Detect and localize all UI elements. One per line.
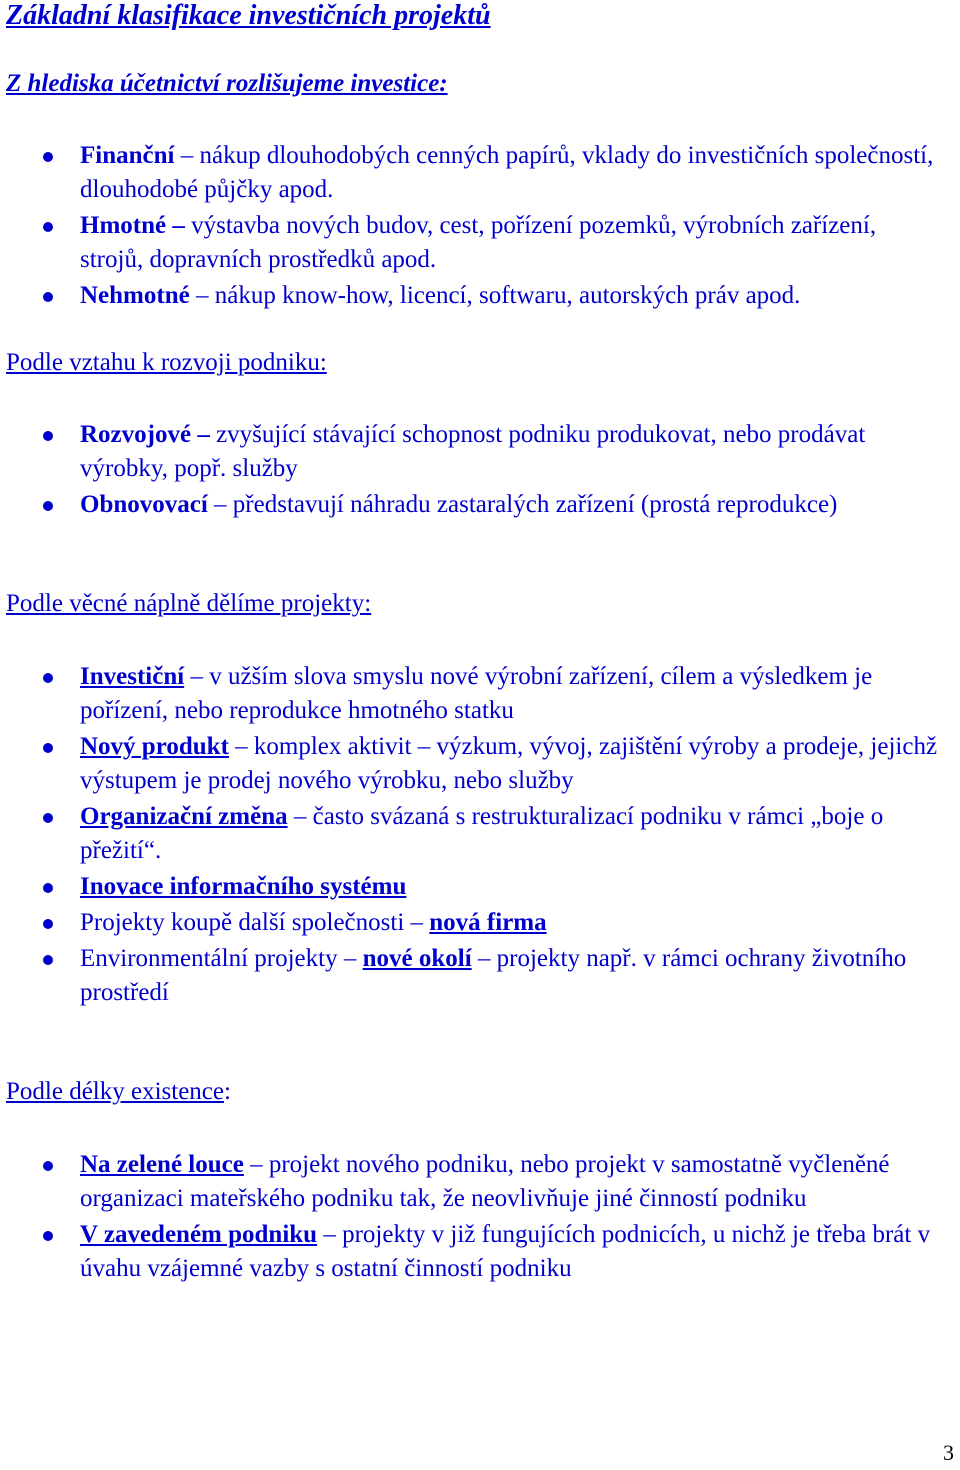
list-existence: [0, 1148, 955, 1288]
bullet-icon: [43, 919, 53, 929]
page-title: Základní klasifikace investičních projektů: [6, 0, 491, 31]
heading-colon: :: [224, 1078, 231, 1105]
item-text: výstavba nových budov, cest, pořízení pozemků, výrobních zařízení, strojů, dopravních prostředků apod.: [80, 212, 877, 273]
bullet-icon: [43, 501, 53, 511]
section-heading-existence: [6, 1078, 231, 1106]
item-text: Environmentální projekty –: [80, 945, 363, 972]
section-heading-development: Podle vztahu k rozvoji podniku:: [6, 349, 327, 376]
item-term: Obnovovací: [80, 491, 208, 518]
item-term: Organizační změna: [80, 803, 288, 830]
item-term: nové okolí: [362, 945, 472, 972]
list-item: [0, 906, 955, 940]
bullet-icon: [43, 673, 53, 683]
item-text: – v užším slova smyslu nové výrobní zařízení, cílem a výsledkem je pořízení, nebo reprodukce hmotného statku: [80, 663, 873, 724]
list-development: [0, 418, 955, 524]
item-text: Projekty koupě další společnosti –: [80, 909, 430, 936]
bullet-icon: [43, 813, 53, 823]
bullet-icon: [43, 1231, 53, 1241]
item-term: Investiční: [80, 663, 185, 690]
item-text: zvyšující stávající schopnost podniku produkovat, nebo prodávat výrobky, popř. služby: [80, 421, 866, 482]
bullet-icon: [43, 152, 53, 162]
section-heading-accounting: Z hlediska účetnictví rozlišujeme investice:: [6, 70, 448, 97]
list-item: [0, 800, 955, 868]
item-term: Finanční: [80, 142, 175, 169]
item-text: – projekty v již fungujících podnicích, u nichž je třeba brát v úvahu vzájemné vazby s ostatní činností podniku: [80, 1221, 931, 1282]
bullet-icon: [43, 292, 53, 302]
item-term: Nehmotné: [80, 282, 190, 309]
bullet-icon: [43, 883, 53, 893]
bullet-icon: [43, 743, 53, 753]
item-text: – představují náhradu zastaralých zařízení (prostá reprodukce): [207, 491, 838, 518]
list-item: [0, 1218, 955, 1286]
item-term: V zavedeném podniku: [80, 1221, 318, 1248]
list-item: [0, 1148, 955, 1216]
item-text: – často svázaná s restrukturalizací podniku v rámci „boje o přežití“.: [80, 803, 884, 864]
item-text: – projekty např. v rámci ochrany životního prostředí: [80, 945, 907, 1006]
list-item: [0, 942, 955, 1010]
page-number: 3: [943, 1440, 954, 1465]
item-term: Inovace informačního systému: [80, 873, 407, 900]
list-accounting: [0, 139, 955, 315]
item-text: – nákup dlouhodobých cenných papírů, vklady do investičních společností, dlouhodobé půjčky apod.: [80, 142, 934, 203]
bullet-icon: [43, 431, 53, 441]
list-item: [0, 139, 955, 207]
list-item: [0, 660, 955, 728]
item-term: nová firma: [429, 909, 547, 936]
item-term: Rozvojové –: [80, 421, 210, 448]
list-content: [0, 660, 955, 1012]
item-text: – nákup know-how, licencí, softwaru, autorských práv apod.: [189, 282, 801, 309]
item-term: Nový produkt: [80, 733, 229, 760]
list-item: [0, 488, 955, 522]
list-item: [0, 418, 955, 486]
item-term: Na zelené louce: [80, 1151, 244, 1178]
list-item: [0, 209, 955, 277]
list-item: [0, 870, 955, 904]
bullet-icon: [43, 1161, 53, 1171]
list-item: [0, 279, 955, 313]
bullet-icon: [43, 955, 53, 965]
bullet-icon: [43, 222, 53, 232]
list-item: [0, 730, 955, 798]
item-text: – projekt nového podniku, nebo projekt v samostatně vyčleněné organizaci mateřského podniku tak, že neovlivňuje jiné činností podniku: [80, 1151, 890, 1212]
item-term: Hmotné –: [80, 212, 185, 239]
heading-text: Podle délky existence: [6, 1078, 224, 1105]
section-heading-content: Podle věcné náplně dělíme projekty:: [6, 590, 372, 617]
item-text: – komplex aktivit – výzkum, vývoj, zajištění výroby a prodeje, jejichž výstupem je prodej nového výrobku, nebo služby: [80, 733, 938, 794]
